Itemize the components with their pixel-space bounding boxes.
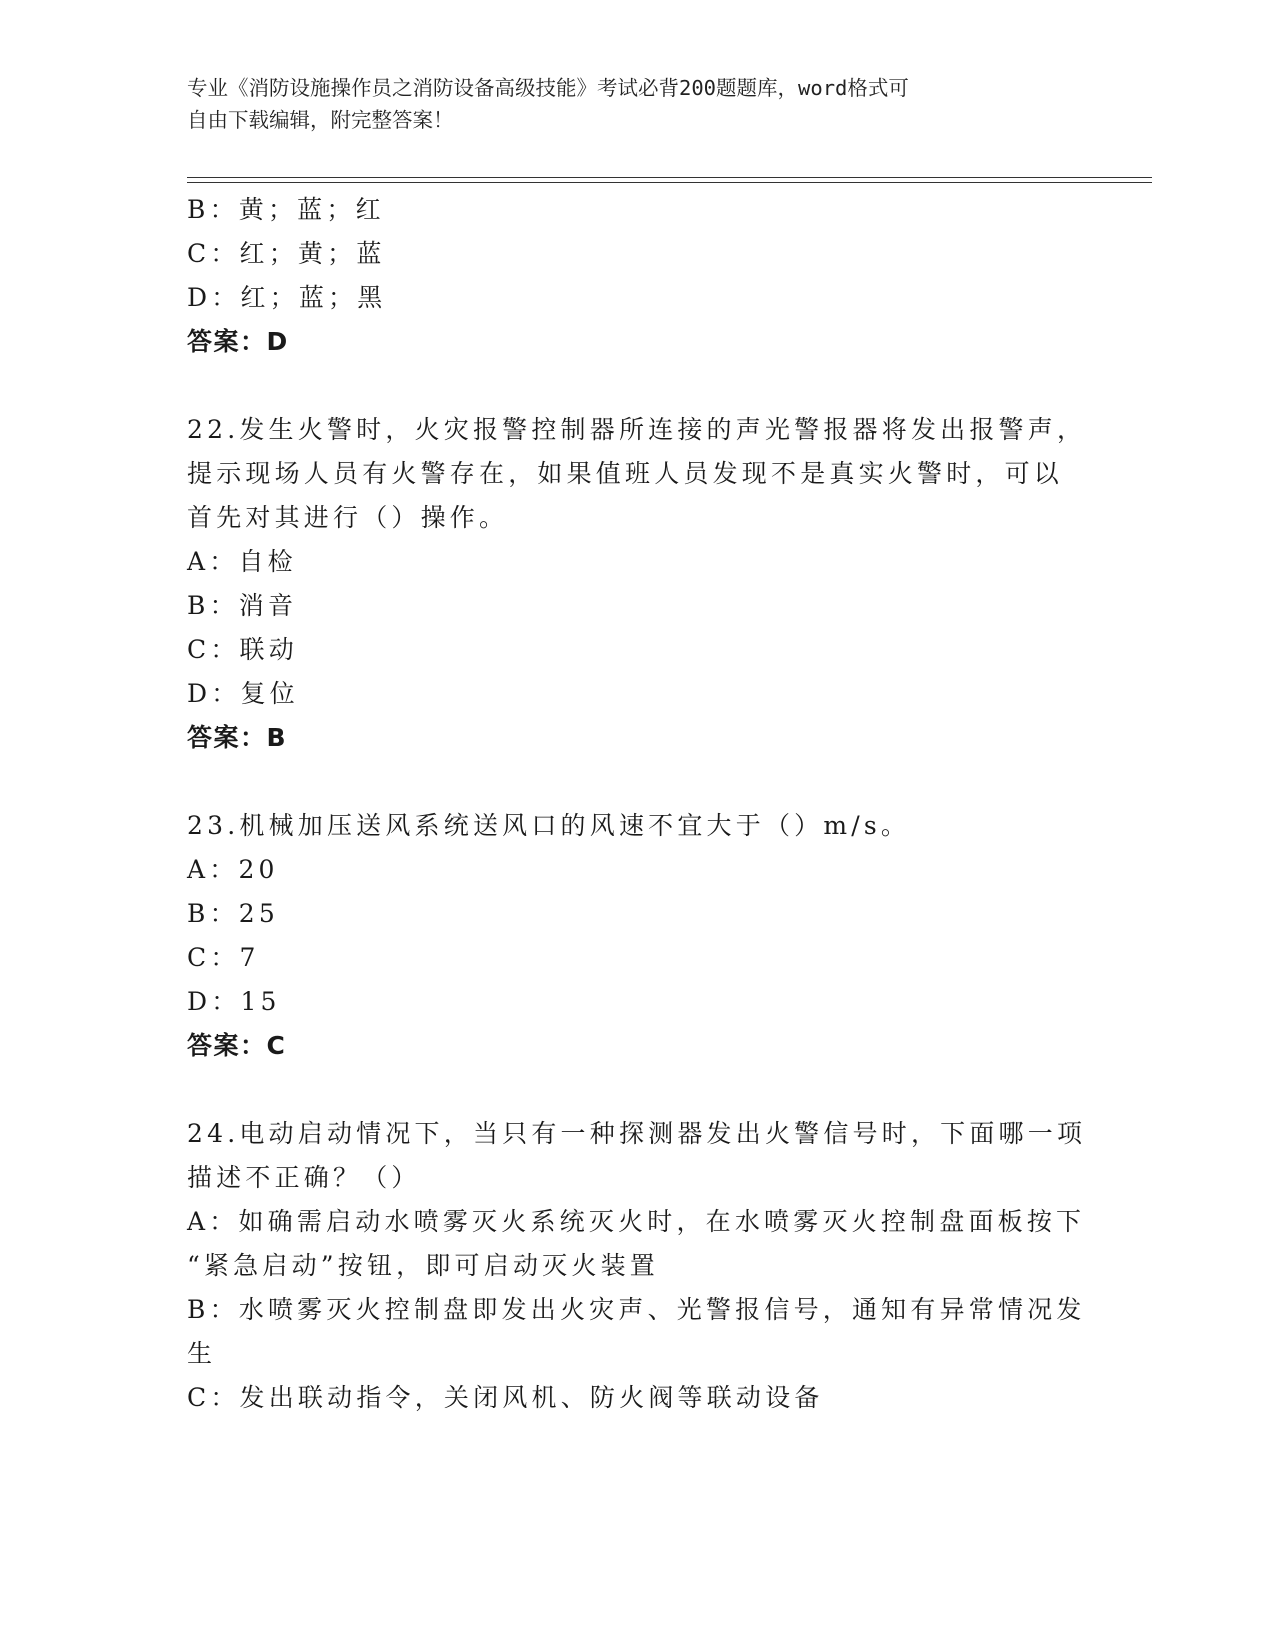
question-22-line-3: 首先对其进行（）操作。 [187,503,509,532]
question-24-line-2: 描述不正确？（） [187,1163,421,1192]
option-c-q23: C：7 [187,943,260,972]
header-line-1: 专业《消防设施操作员之消防设备高级技能》考试必背200题题库，word格式可 [187,76,909,100]
option-a-q24-line-1: A：如确需启动水喷雾灭火系统灭火时，在水喷雾灭火控制盘面板按下 [187,1207,1086,1236]
option-d-q22: D：复位 [187,679,299,708]
answer-q21: 答案：D [187,327,289,356]
header-divider-bottom [187,182,1152,183]
answer-q23: 答案：C [187,1031,287,1060]
option-c-q24: C：发出联动指令，关闭风机、防火阀等联动设备 [187,1383,824,1412]
option-a-q23: A：20 [187,855,279,884]
question-22-line-1: 22.发生火警时，火灾报警控制器所连接的声光警报器将发出报警声， [187,415,1087,444]
option-a-q24-line-2: “紧急启动”按钮，即可启动灭火装置 [187,1251,659,1280]
question-22-line-2: 提示现场人员有火警存在，如果值班人员发现不是真实火警时，可以 [187,459,1064,488]
header-line-2: 自由下载编辑，附完整答案！ [187,108,454,132]
option-c-q22: C：联动 [187,635,298,664]
question-24-line-1: 24.电动启动情况下，当只有一种探测器发出火警信号时，下面哪一项 [187,1119,1087,1148]
option-a-q22: A：自检 [187,547,297,576]
option-b-q21: B：黄；蓝；红 [187,195,385,224]
option-b-q24-line-1: B：水喷雾灭火控制盘即发出火灾声、光警报信号，通知有异常情况发 [187,1295,1086,1324]
option-c-q21: C：红；黄；蓝 [187,239,386,268]
option-b-q24-line-2: 生 [187,1339,217,1368]
option-b-q23: B：25 [187,899,279,928]
option-b-q22: B：消音 [187,591,298,620]
option-d-q21: D：红；蓝；黑 [187,283,387,312]
answer-q22: 答案：B [187,723,288,752]
header-divider-top [187,177,1152,178]
document-header [187,72,1067,136]
question-23: 23.机械加压送风系统送风口的风速不宜大于（）m/s。 [187,811,911,840]
option-d-q23: D：15 [187,987,281,1016]
